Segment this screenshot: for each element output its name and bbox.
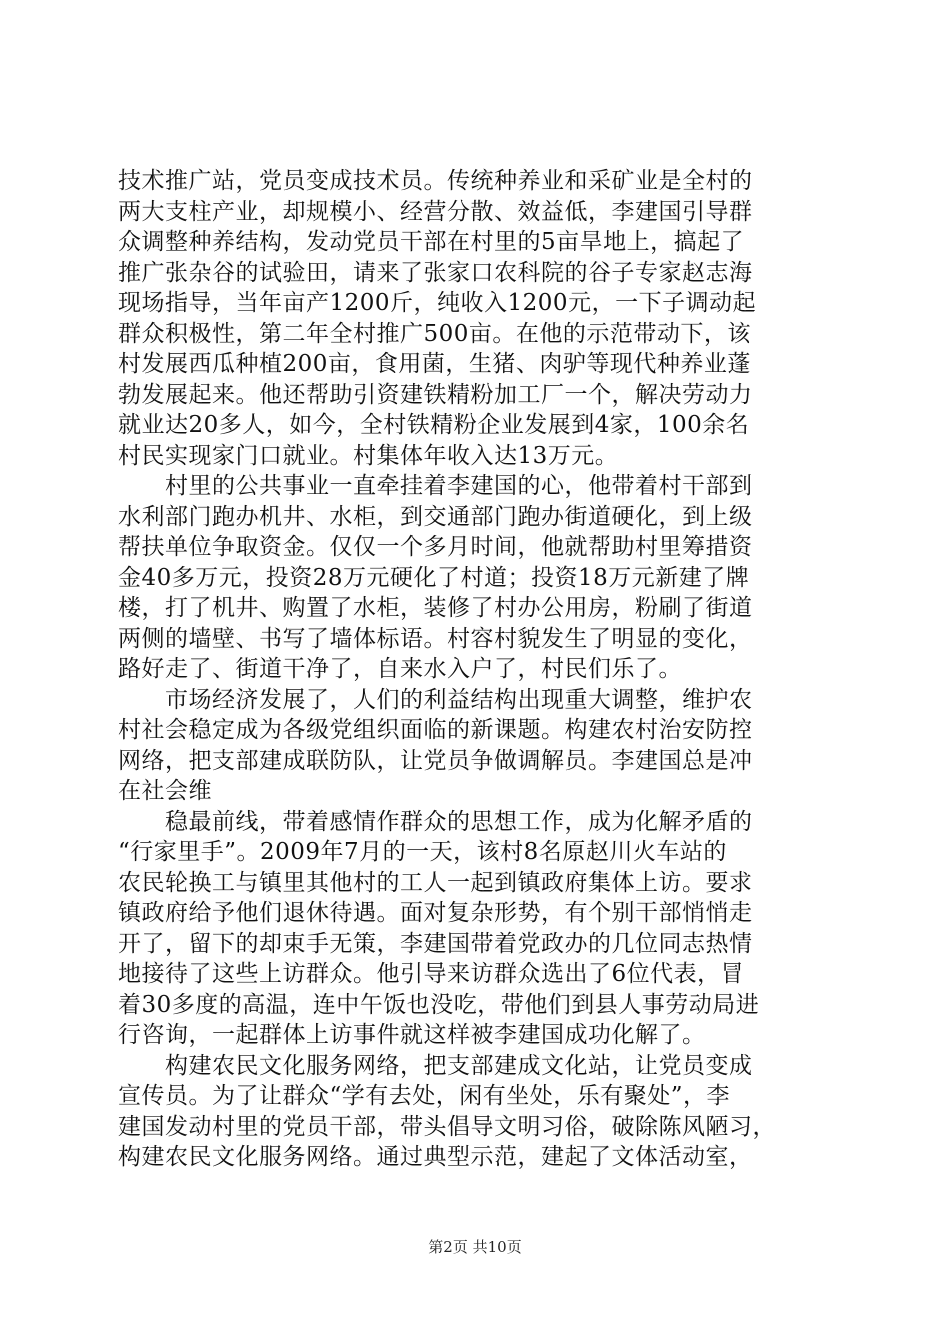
text-line: 地接待了这些上访群众。他引导来访群众选出了6位代表，冒 (118, 961, 745, 987)
text-line: 众调整种养结构，发动党员干部在村里的5亩旱地上，搞起了 (118, 229, 745, 255)
text-line: 市场经济发展了，人们的利益结构出现重大调整，维护农 (118, 686, 753, 713)
text-line: 水利部门跑办机井、水柜，到交通部门跑办街道硬化，到上级 (118, 503, 753, 530)
text-line: 镇政府给予他们退休待遇。面对复杂形势，有个别干部悄悄走 (118, 900, 753, 926)
text-line: 村里的公共事业一直牵挂着李建国的心，他带着村干部到 (118, 473, 753, 499)
text-line: 在社会维 (118, 778, 212, 804)
text-line: 稳最前线，带着感情作群众的思想工作，成为化解矛盾的 (118, 808, 753, 835)
text-line: 着30多度的高温，连中午饭也没吃，带他们到县人事劳动局进 (118, 991, 760, 1018)
text-line: 推广张杂谷的试验田，请来了张家口农科院的谷子专家赵志海 (118, 259, 753, 286)
text-line: 构建农民文化服务网络，把支部建成文化站，让党员变成 (118, 1052, 753, 1079)
text-line: 两侧的墙壁、书写了墙体标语。村容村貌发生了明显的变化， (118, 625, 753, 652)
text-line: 现场指导，当年亩产1200斤，纯收入1200元，一下子调动起 (118, 290, 757, 316)
text-line: 村民实现家门口就业。村集体年收入达13万元。 (118, 442, 619, 469)
page-number-footer: 第2页 共10页 (428, 1238, 522, 1256)
text-line: 两大支柱产业，却规模小、经营分散、效益低，李建国引导群 (118, 198, 753, 225)
text-line: 建国发动村里的党员干部，带头倡导文明习俗，破除陈风陋习， (118, 1113, 776, 1140)
text-line: 宣传员。为了让群众“学有去处，闲有坐处，乐有聚处”，李 (118, 1083, 731, 1109)
text-line: 网络，把支部建成联防队，让党员争做调解员。李建国总是冲 (118, 747, 753, 774)
text-line: 楼，打了机井、购置了水柜，装修了村办公用房，粉刷了街道 (118, 595, 753, 621)
text-line: 开了，留下的却束手无策，李建国带着党政办的几位同志热情 (118, 930, 753, 957)
text-line: 金40多万元，投资28万元硬化了村道；投资18万元新建了牌 (118, 564, 750, 591)
text-line: 村发展西瓜种植200亩，食用菌，生猪、肉驴等现代种养业蓬 (118, 351, 751, 377)
text-line: 构建农民文化服务网络。通过典型示范，建起了文体活动室， (118, 1144, 753, 1170)
text-line: 勃发展起来。他还帮助引资建铁精粉加工厂一个，解决劳动力 (118, 381, 753, 408)
document-body (118, 166, 833, 1173)
text-line: 农民轮换工与镇里其他村的工人一起到镇政府集体上访。要求 (118, 869, 753, 896)
text-line: 村社会稳定成为各级党组织面临的新课题。构建农村治安防控 (118, 717, 753, 743)
text-line: 群众积极性，第二年全村推广500亩。在他的示范带动下，该 (118, 320, 751, 347)
text-line: 帮扶单位争取资金。仅仅一个多月时间，他就帮助村里筹措资 (118, 534, 753, 560)
text-line: 行咨询，一起群体上访事件就这样被李建国成功化解了。 (118, 1022, 706, 1048)
text-line: 就业达20多人，如今，全村铁精粉企业发展到4家，100余名 (118, 412, 750, 438)
text-line: “行家里手”。2009年7月的一天，该村8名原赵川火车站的 (118, 839, 727, 865)
text-line: 路好走了、街道干净了，自来水入户了，村民们乐了。 (118, 656, 682, 682)
text-line: 技术推广站，党员变成技术员。传统种养业和采矿业是全村的 (118, 168, 753, 194)
